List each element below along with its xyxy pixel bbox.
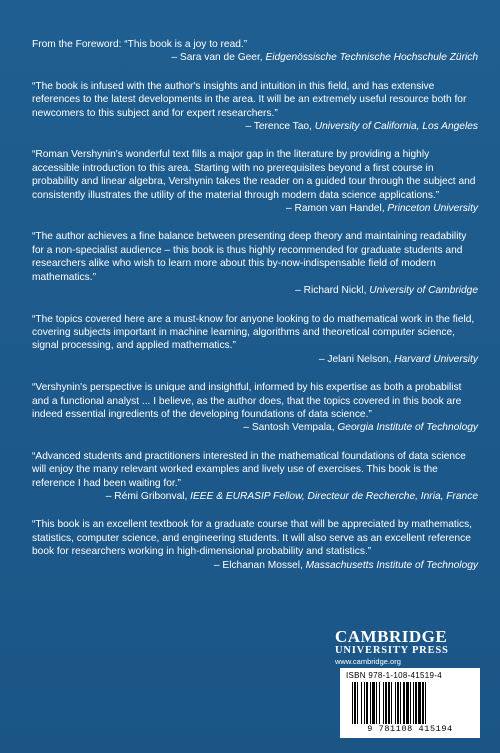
quote-attribution xyxy=(32,202,478,215)
endorsement-nelson xyxy=(32,313,478,367)
foreword-quote xyxy=(32,38,478,65)
quote-author: – Richard Nickl, xyxy=(295,285,370,297)
barcode-number: 9 781108 415194 xyxy=(367,724,453,734)
quote-author: – Santosh Vempala, xyxy=(243,422,338,434)
publisher-logo xyxy=(335,628,480,667)
quote-author: – Rémi Gribonval, xyxy=(105,490,191,502)
foreword-affiliation: Eidgenössische Technische Hochschule Zürich xyxy=(265,52,478,64)
quote-text: “Roman Vershynin's wonderful text fills a major gap in the literature by providing a highly accessible introduction to this area. Starting with no prerequisites beyond a first course in probability and linear algebra, Vershynin takes the reader on a guided tour through the subject and consistently illustrates the utility of the material through modern data science applications.” xyxy=(32,149,476,201)
publisher-url: www.cambridge.org xyxy=(335,657,401,666)
quote-affiliation: Georgia Institute of Technology xyxy=(337,422,478,434)
quote-affiliation: IEEE & EURASIP Fellow, Directeur de Recherche, Inria, France xyxy=(190,490,478,502)
foreword-author: – Sara van de Geer, xyxy=(171,52,266,64)
quote-text: “The author achieves a fine balance between presenting deep theory and maintaining readability for a non-specialist audience – this book is thus highly recommended for graduate students and researchers alike who wish to learn more about this by-now-indispensable field of modern mathematics.” xyxy=(32,231,467,283)
endorsement-van-handel xyxy=(32,148,478,215)
quote-attribution xyxy=(32,559,478,572)
quote-affiliation: Harvard University xyxy=(394,353,478,365)
endorsement-gribonval xyxy=(32,450,478,504)
isbn-barcode xyxy=(340,668,480,738)
foreword-text: From the Foreword: “This book is a joy to read.” xyxy=(32,39,248,50)
endorsements xyxy=(32,38,478,587)
quote-author: – Elchanan Mossel, xyxy=(213,559,306,571)
quote-affiliation: University of California, Los Angeles xyxy=(314,121,478,133)
barcode-bars xyxy=(352,682,472,724)
quote-attribution xyxy=(32,490,478,503)
quote-author: – Ramon van Handel, xyxy=(286,203,388,215)
quote-text: “The topics covered here are a must-know for anyone looking to do mathematical work in the field, covering subjects important in machine learning, algorithms and theoretical computer science, signal processing, and applied mathematics.” xyxy=(32,313,475,352)
quote-attribution xyxy=(32,120,478,133)
publisher-name: CAMBRIDGE xyxy=(335,627,448,646)
endorsement-mossel xyxy=(32,518,478,572)
quote-attribution xyxy=(32,353,478,366)
quote-text: “Vershynin's perspective is unique and insightful, informed by his expertise as both a probabilist and a functional analyst ... I believe, as the author does, that the topics covered in this book are indeed essential ingredients of the developing foundations of data science.” xyxy=(32,382,462,420)
quote-attribution xyxy=(32,421,478,434)
isbn-label: ISBN 978-1-108-41519-4 xyxy=(346,671,442,680)
quote-attribution xyxy=(32,284,478,297)
endorsement-vempala xyxy=(32,381,478,435)
quote-affiliation: University of Cambridge xyxy=(369,285,478,297)
quote-author: – Jelani Nelson, xyxy=(318,353,395,365)
quote-text: “Advanced students and practitioners interested in the mathematical foundations of data science will enjoy the many relevant worked examples and lively use of exercises. This book is the reference I had been waiting for.” xyxy=(32,450,466,489)
quote-text: “The book is infused with the author's insights and intuition in this field, and has extensive references to the latest developments in the area. It will be an extremely useful resource both for newcomers to this subject and for expert researchers.” xyxy=(32,80,467,119)
endorsement-tao xyxy=(32,80,478,134)
quote-text: “This book is an excellent textbook for a graduate course that will be appreciated by mathematics, statistics, computer science, and engineering students. It will also serve as an excellent reference book for researchers working in high-dimensional probability and statistics.” xyxy=(32,519,472,558)
quote-affiliation: Princeton University xyxy=(387,203,478,215)
foreword-attribution xyxy=(32,51,478,64)
quote-author: – Terence Tao, xyxy=(245,121,315,133)
publisher-subtitle: UNIVERSITY PRESS xyxy=(335,645,449,656)
endorsement-nickl xyxy=(32,230,478,297)
quote-affiliation: Massachusetts Institute of Technology xyxy=(305,559,478,571)
